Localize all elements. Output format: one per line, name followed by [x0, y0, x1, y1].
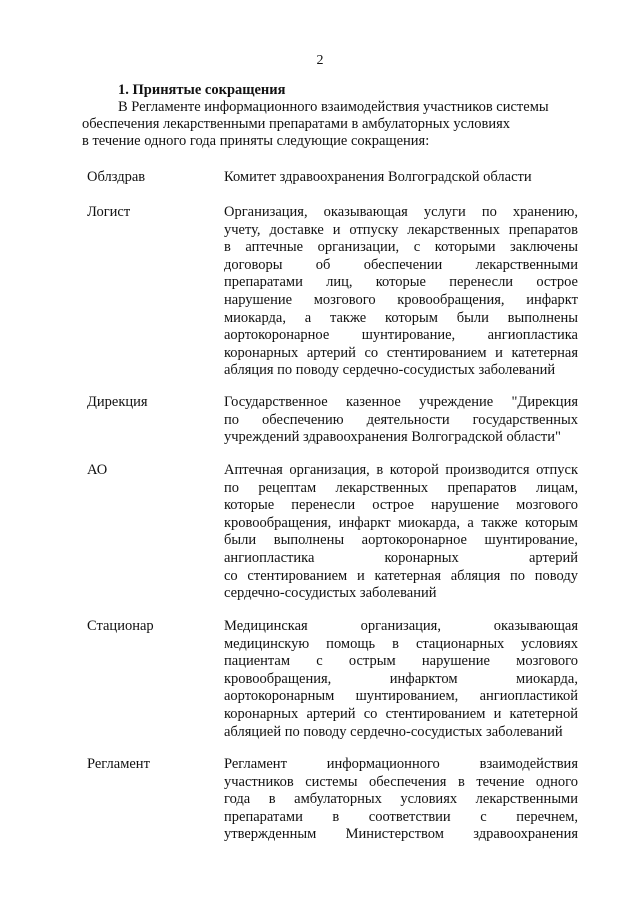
abbreviation-definition — [224, 618, 578, 741]
definition-line: препаратами лиц, которые перенесли острое — [224, 274, 578, 291]
intro-line: в течение одного года приняты следующие сокращения: — [82, 133, 430, 149]
definition-line: Организация, оказывающая услуги по хранению, — [224, 204, 578, 220]
definition-line: утвержденным Министерством здравоохранения — [224, 826, 578, 843]
definition-line: сердечно-сосудистых заболеваний — [224, 585, 437, 602]
intro-line: В Регламенте информационного взаимодействия участников системы — [118, 99, 549, 115]
definition-line: аортокоронарное шунтирование, ангиопластика — [224, 327, 578, 344]
definition-line: пациентам с острым нарушение мозгового — [224, 653, 578, 670]
abbreviation-definition — [224, 462, 578, 603]
abbreviation-definition — [224, 756, 578, 844]
definition-line: со стентированием и катетерная абляция по поводу — [224, 567, 578, 584]
definition-line: абляция по поводу сердечно-сосудистых заболеваний — [224, 362, 556, 379]
definition-line: аортокоронарным шунтированием, ангиопластикой — [224, 688, 578, 705]
page-number: 2 — [316, 53, 324, 68]
definition-line: договоры об обеспечении лекарственными — [224, 256, 578, 273]
definition-line: учету, доставке и отпуску лекарственных препаратов — [224, 221, 578, 238]
definition-line: коронарных артерий со стентированием и катетерной — [224, 705, 578, 722]
definition-line: кровообращения, инфаркт миокарда, а также которым — [224, 514, 578, 531]
definition-line: по рецептам лекарственных препаратов лицам, — [224, 479, 578, 496]
definition-line: года в амбулаторных условиях лекарственными — [224, 791, 578, 808]
abbreviation-term: АО — [87, 462, 108, 478]
definition-line: Комитет здравоохранения Волгоградской области — [224, 169, 532, 185]
definition-line: кровообращения, инфарктом миокарда, — [224, 670, 578, 687]
definition-line: были выполнены аортокоронарное шунтирование, — [224, 532, 578, 549]
definition-line: участников системы обеспечения в течение одного — [224, 773, 578, 790]
definition-line: Аптечная организация, в которой производится отпуск — [224, 462, 578, 478]
definition-line: миокарда, а также которым были выполнены — [224, 309, 578, 326]
intro-paragraph — [82, 99, 582, 150]
abbreviation-term: Логист — [87, 204, 131, 220]
definition-line: нарушение мозгового кровообращения, инфаркт — [224, 291, 578, 308]
intro-line: обеспечения лекарственными препаратами в амбулаторных условиях — [82, 116, 511, 132]
definition-line: учреждений здравоохранения Волгоградской области" — [224, 429, 561, 446]
definition-line: Государственное казенное учреждение "Дирекция — [224, 394, 578, 410]
definition-line: Медицинская организация, оказывающая — [224, 618, 578, 634]
definition-line: препаратами в соответствии с перечнем, — [224, 808, 578, 825]
abbreviation-term: Стационар — [87, 618, 154, 634]
definition-line: по обеспечению деятельности государственных — [224, 411, 578, 428]
definition-line: коронарных артерий со стентированием и катетерная — [224, 344, 578, 361]
definition-line: абляцией по поводу сердечно-сосудистых заболеваний — [224, 723, 563, 740]
abbreviation-term: Дирекция — [87, 394, 148, 410]
definition-line: которые перенесли острое нарушение мозгового — [224, 497, 578, 514]
definition-line: медицинскую помощь в стационарных условиях — [224, 635, 578, 652]
section-heading: 1. Принятые сокращения — [118, 82, 286, 98]
abbreviation-definition — [224, 204, 578, 380]
definition-line: Регламент информационного взаимодействия — [224, 756, 578, 772]
abbreviation-definition — [224, 169, 578, 187]
abbreviation-definition — [224, 394, 578, 447]
abbreviation-term: Облздрав — [87, 169, 146, 185]
definition-line: в аптечные организации, с которыми заключены — [224, 239, 578, 256]
definition-line: ангиопластика коронарных артерий — [224, 549, 578, 566]
abbreviation-term: Регламент — [87, 756, 150, 772]
